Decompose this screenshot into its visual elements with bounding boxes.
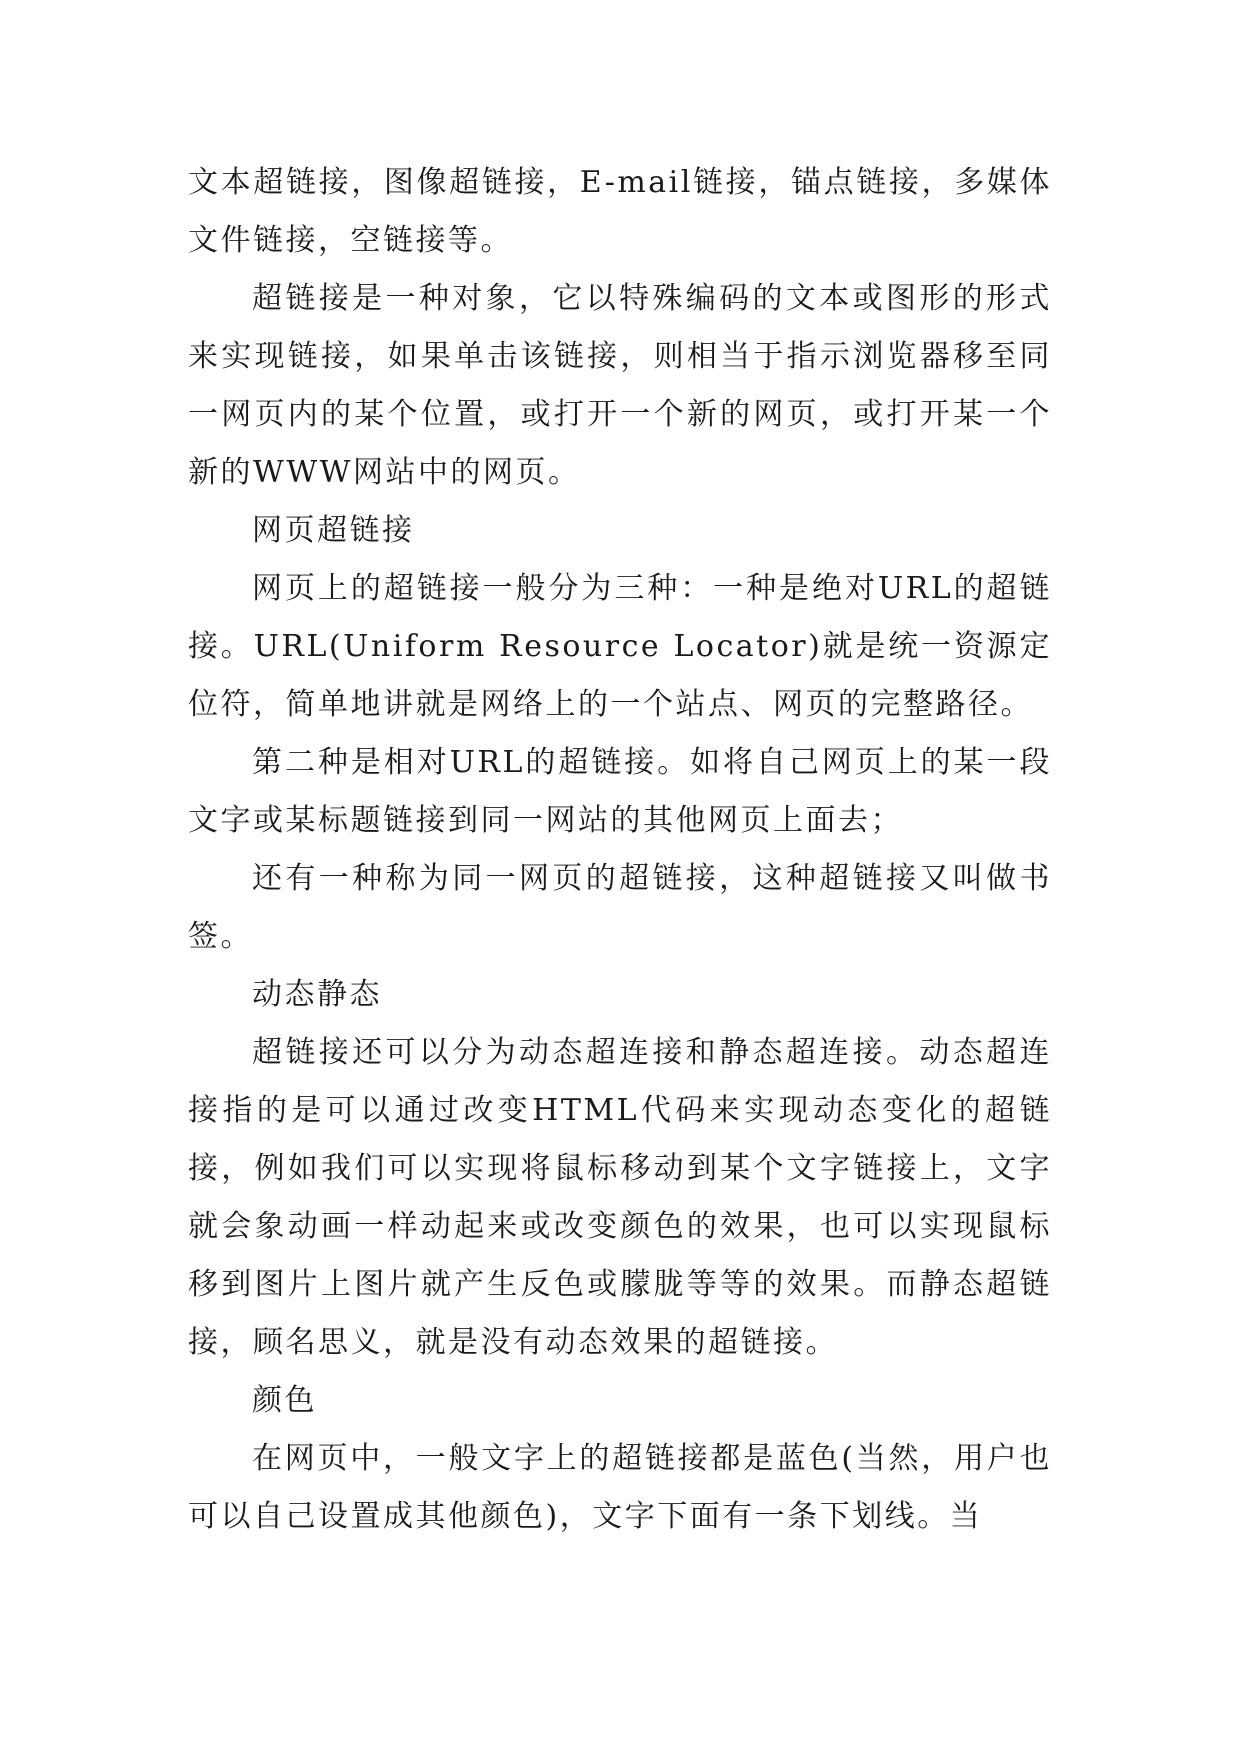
heading-webpage-hyperlinks: 网页超链接 xyxy=(252,513,415,548)
heading-color: 颜色 xyxy=(252,1383,317,1418)
paragraph-dynamic-static: 超链接还可以分为动态超连接和静态超连接。动态超连接指的是可以通过改变HTML代码来实现动态变化的超链接，例如我们可以实现将鼠标移动到某个文字链接上，文字就会象动画一样动起来或改变颜色的效果，也可以实现鼠标移到图片上图片就产生反色或朦胧等等的效果。而静态超链接，顾名思义，就是没有动态效果的超链接。 xyxy=(188,1035,1052,1360)
paragraph-relative-url: 第二种是相对URL的超链接。如将自己网页上的某一段文字或某标题链接到同一网站的其他网页上面去； xyxy=(188,745,1052,838)
paragraph-hyperlink-definition: 超链接是一种对象，它以特殊编码的文本或图形的形式来实现链接，如果单击该链接，则相当于指示浏览器移至同一网页内的某个位置，或打开一个新的网页，或打开某一个新的WWW网站中的网页。 xyxy=(188,281,1052,490)
paragraph-link-types-continued: 文本超链接，图像超链接，E-mail链接，锚点链接，多媒体文件链接，空链接等。 xyxy=(188,165,1052,258)
paragraph-color: 在网页中，一般文字上的超链接都是蓝色(当然，用户也可以自己设置成其他颜色)，文字下面有一条下划线。当 xyxy=(188,1441,1052,1534)
document-body xyxy=(188,154,1052,1546)
heading-dynamic-static: 动态静态 xyxy=(252,977,382,1012)
paragraph-bookmark: 还有一种称为同一网页的超链接，这种超链接又叫做书签。 xyxy=(188,861,1052,954)
paragraph-absolute-url: 网页上的超链接一般分为三种：一种是绝对URL的超链接。URL(Uniform Resource Locator)就是统一资源定位符，简单地讲就是网络上的一个站点、网页的完整路径。 xyxy=(188,571,1052,722)
